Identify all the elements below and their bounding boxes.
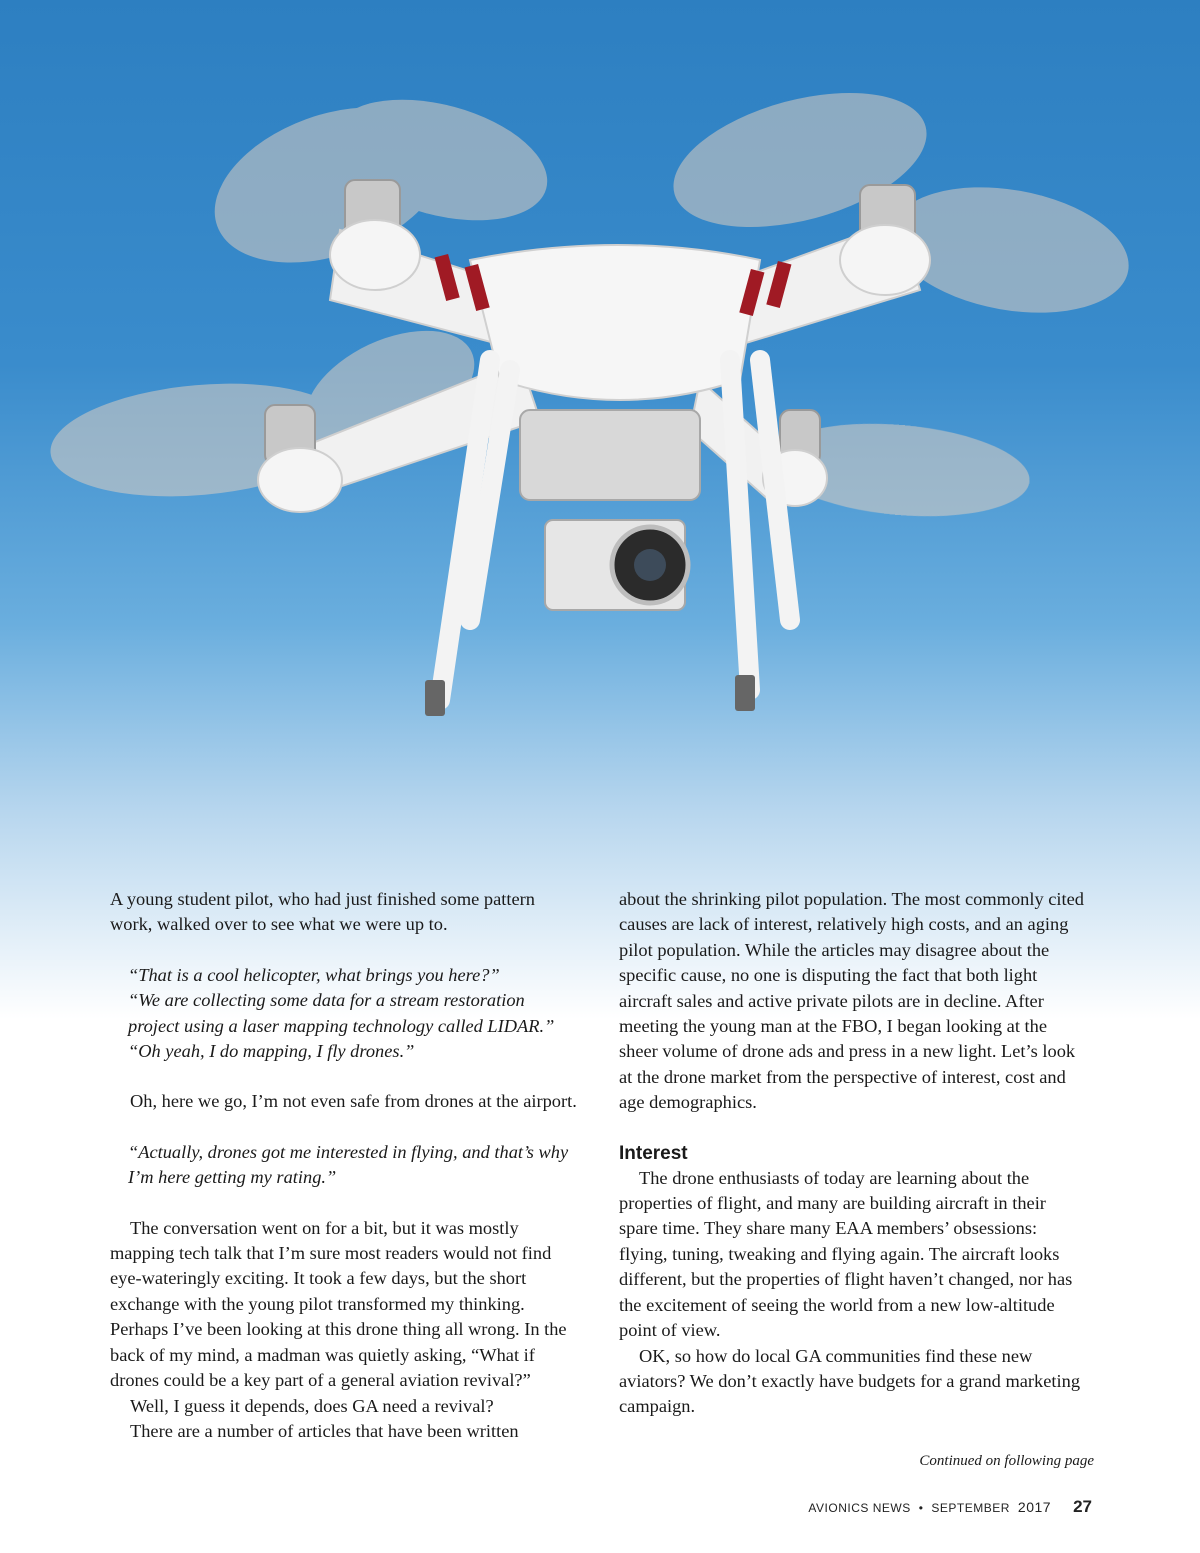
page-footer — [808, 1497, 1092, 1517]
quote: “Actually, drones got me interested in flying, and that’s why I’m here getting my rating.” — [128, 1141, 569, 1188]
page-number: 27 — [1073, 1497, 1092, 1516]
issue-year: 2017 — [1017, 1499, 1052, 1515]
continued-note: Continued on following page — [919, 1453, 1094, 1469]
footer-bullet: • — [918, 1501, 924, 1515]
paragraph: The conversation went on for a bit, but it was mostly mapping tech talk that I’m sure most readers would not find eye-wateringly exciting. It took a few days, but the short exchange with the young pilot transformed my thinking. Perhaps I’ve been looking at this drone thing all wrong. In the back of my mind, a madman was quietly asking, “What if drones could be a key part of a general aviation revival?” — [110, 1217, 567, 1391]
quote: “That is a cool helicopter, what brings you here?” — [128, 964, 500, 985]
paragraph: about the shrinking pilot population. The most commonly cited causes are lack of interest, relatively high costs, and an aging pilot population. While the articles may disagree about the specific cause, no one is disputing the fact that both light aircraft sales and active private pilots are in decline. After meeting the young man at the FBO, I began looking at the sheer volume of drone ads and press in a new light. Let’s look at the drone market from the perspective of interest, cost and age demographics. — [619, 889, 1084, 1113]
section-heading: Interest — [619, 1142, 688, 1164]
right-column — [619, 887, 1089, 1420]
quote: “We are collecting some data for a stream restoration project using a laser mapping technology called LIDAR.” — [128, 990, 555, 1036]
issue-month: SEPTEMBER — [931, 1501, 1010, 1515]
left-column — [110, 887, 580, 1444]
publication-name: AVIONICS NEWS — [808, 1501, 911, 1515]
paragraph: A young student pilot, who had just finished some pattern work, walked over to see what we were up to. — [110, 889, 535, 935]
quote: “Oh yeah, I do mapping, I fly drones.” — [128, 1041, 415, 1062]
paragraph: Well, I guess it depends, does GA need a revival? — [130, 1395, 494, 1416]
paragraph: The drone enthusiasts of today are learning about the properties of flight, and many are building aircraft in their spare time. They share many EAA members’ obsessions: flying, tuning, tweaking and flying again. The aircraft looks different, but the properties of flight haven’t changed, nor has the excitement of seeing the world from a new low-altitude point of view. — [619, 1167, 1073, 1341]
paragraph: There are a number of articles that have been written — [130, 1420, 519, 1441]
paragraph: OK, so how do local GA communities find these new aviators? We don’t exactly have budgets for a grand marketing campaign. — [619, 1345, 1081, 1417]
paragraph: Oh, here we go, I’m not even safe from drones at the airport. — [130, 1091, 577, 1112]
